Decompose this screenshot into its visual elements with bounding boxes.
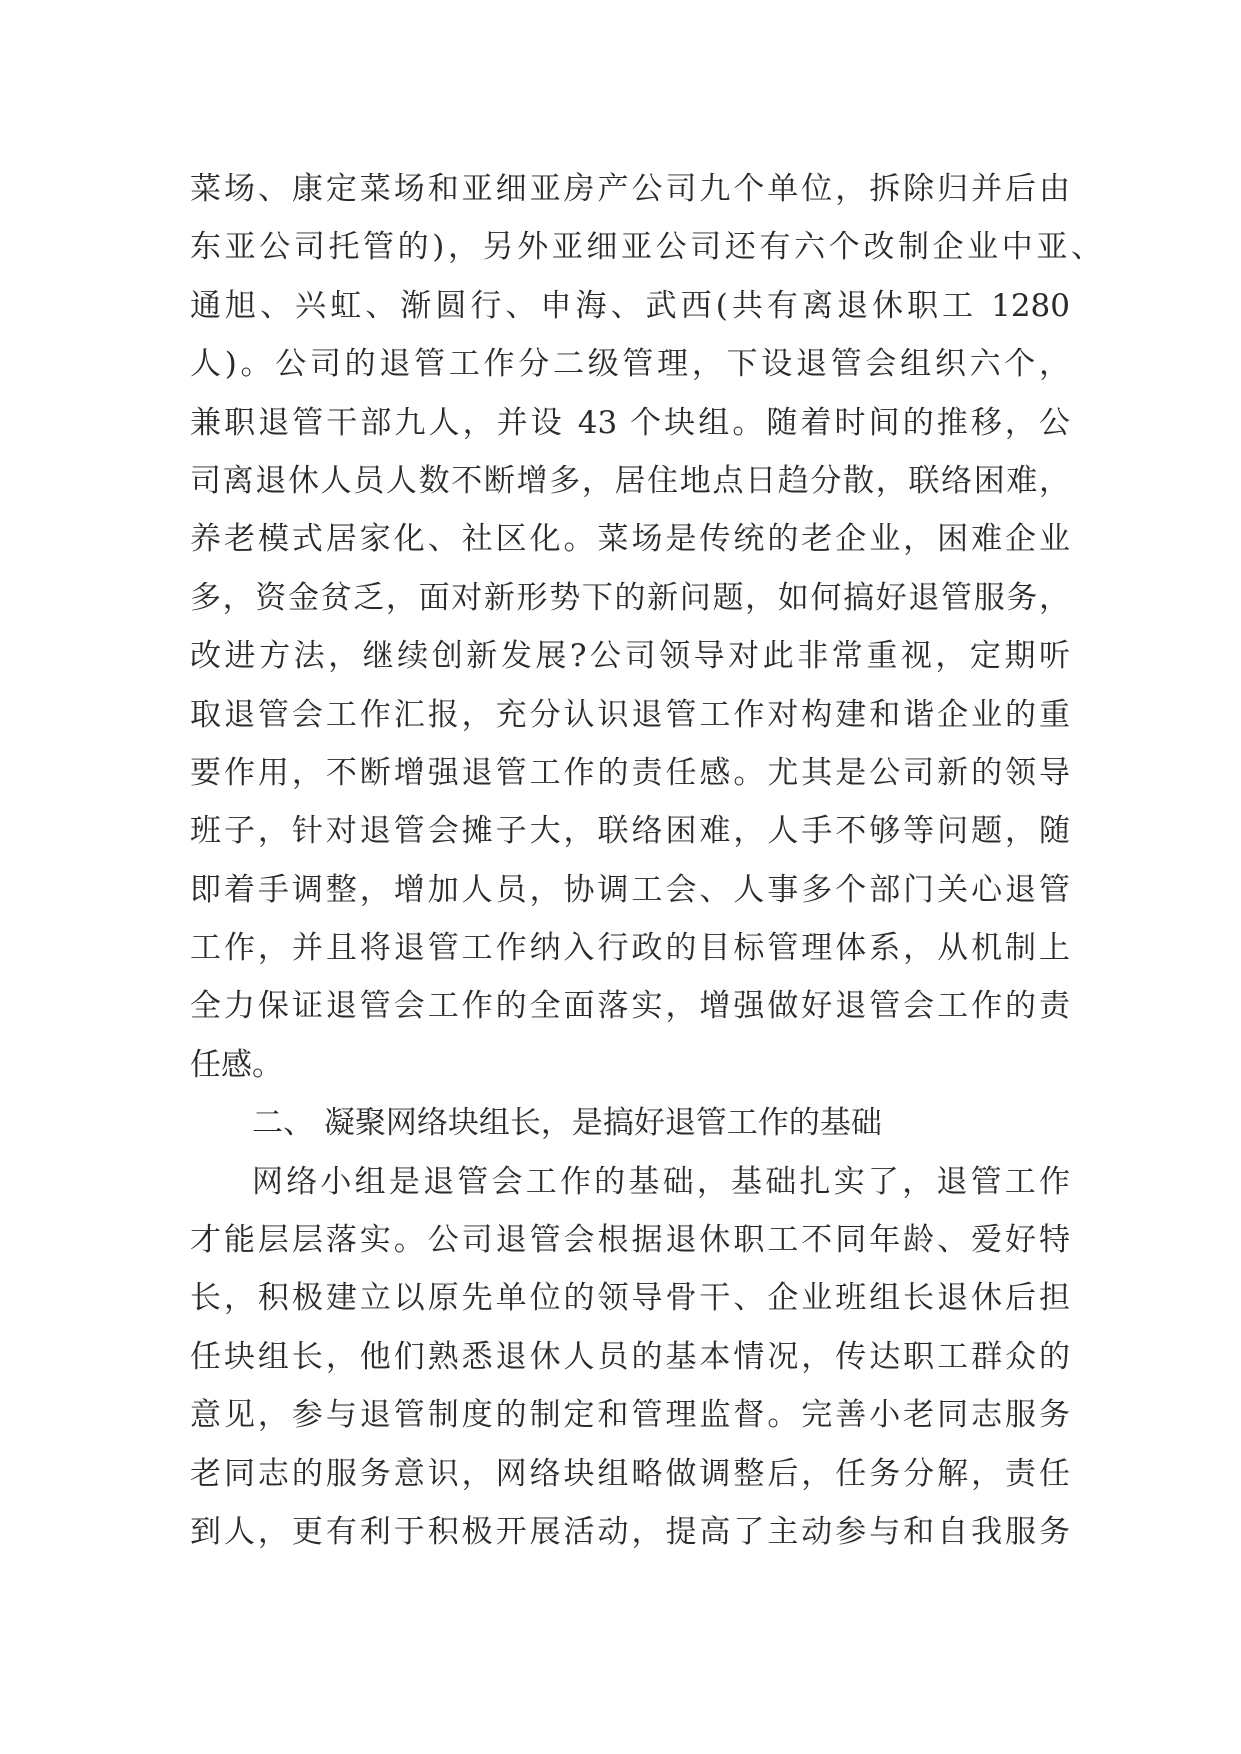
text-line: 人)。公司的退管工作分二级管理，下设退管会组织六个， — [190, 346, 1070, 383]
text-line: 东亚公司托管的)，另外亚细亚公司还有六个改制企业中亚、 — [190, 229, 1102, 266]
text-line: 取退管会工作汇报，充分认识退管工作对构建和谐企业的重 — [190, 696, 1070, 733]
text-line: 通旭、兴虹、渐圆行、申海、武西(共有离退休职工 1280 — [190, 287, 1070, 324]
text-line: 菜场、康定菜场和亚细亚房产公司九个单位，拆除归并后由 — [190, 171, 1070, 207]
section-heading: 二、 凝聚网络块组长，是搞好退管工作的基础 — [252, 1105, 882, 1142]
text-line: 工作，并且将退管工作纳入行政的目标管理体系，从机制上 — [190, 930, 1070, 967]
text-line: 司离退休人员人数不断增多，居住地点日趋分散，联络困难， — [190, 462, 1070, 499]
text-line: 全力保证退管会工作的全面落实，增强做好退管会工作的责 — [190, 988, 1070, 1025]
text-line: 改进方法，继续创新发展?公司领导对此非常重视，定期听 — [190, 638, 1070, 675]
text-line: 班子，针对退管会摊子大，联络困难，人手不够等问题，随 — [190, 813, 1070, 850]
text-line: 老同志的服务意识，网络块组略做调整后，任务分解，责任 — [190, 1455, 1070, 1492]
text-line: 养老模式居家化、社区化。菜场是传统的老企业，困难企业 — [190, 521, 1070, 558]
text-line: 兼职退管干部九人，并设 43 个块组。随着时间的推移，公 — [190, 404, 1070, 441]
text-line: 才能层层落实。公司退管会根据退休职工不同年龄、爱好特 — [190, 1222, 1070, 1259]
text-line: 即着手调整，增加人员，协调工会、人事多个部门关心退管 — [190, 871, 1070, 908]
text-line: 到人，更有利于积极开展活动，提高了主动参与和自我服务 — [190, 1513, 1070, 1550]
text-line: 任感。 — [190, 1046, 283, 1083]
text-line: 多，资金贫乏，面对新形势下的新问题，如何搞好退管服务， — [190, 579, 1070, 616]
text-line: 网络小组是退管会工作的基础，基础扎实了，退管工作 — [252, 1163, 1070, 1200]
body-text — [190, 160, 1102, 1561]
text-line: 任块组长，他们熟悉退休人员的基本情况，传达职工群众的 — [190, 1338, 1070, 1375]
text-line: 意见，参与退管制度的制定和管理监督。完善小老同志服务 — [190, 1397, 1070, 1434]
text-line: 要作用，不断增强退管工作的责任感。尤其是公司新的领导 — [190, 754, 1070, 791]
text-line: 长，积极建立以原先单位的领导骨干、企业班组长退休后担 — [190, 1280, 1070, 1317]
